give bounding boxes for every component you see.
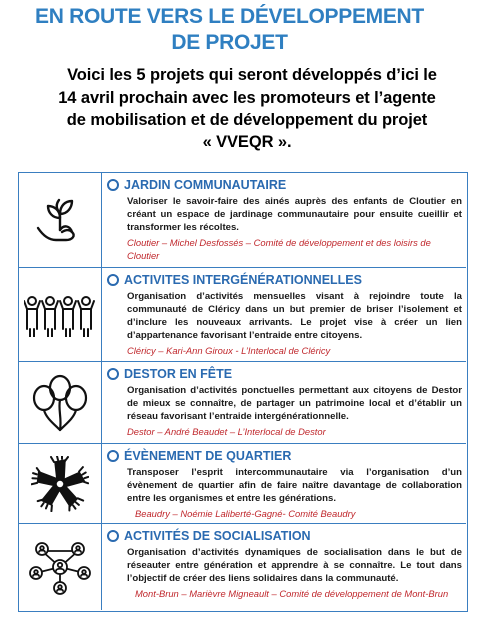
page-title-line-2: DE PROJET (171, 31, 288, 54)
project-credit: Cléricy – Kari-Ann Giroux - L’Interlocal de Cléricy (127, 345, 331, 356)
page-title-line-1: EN ROUTE VERS LE DÉVELOPPEMENT (35, 5, 424, 28)
intro-line-1: Voici les 5 projets qui seront développés d’ici le (67, 66, 437, 84)
bullet-circle-icon (107, 274, 119, 286)
project-row (19, 268, 466, 362)
project-row (19, 444, 466, 524)
project-credit: Mont-Brun – Marièvre Migneault – Comité de développement de Mont-Brun (135, 588, 449, 599)
plant-hand-icon (32, 194, 88, 246)
intro-line-2: 14 avril prochain avec les promoteurs et l’agente (58, 89, 436, 107)
project-credit: Beaudry – Noémie Laliberté-Gagné- Comité Beaudry (135, 508, 356, 519)
project-credit: Destor – André Beaudet – L’Interlocal de Destor (127, 426, 326, 437)
joined-hands-icon (31, 456, 89, 512)
project-row (19, 173, 466, 268)
project-title: JARDIN COMMUNAUTAIRE (124, 178, 287, 192)
project-title: ÉVÈNEMENT DE QUARTIER (124, 449, 292, 463)
project-description: Transposer l’esprit intercommunautaire via l’organisation d’un évènement de quartier afin de faire naître davantage de collaboration entre les organismes et entre les générations. (127, 467, 462, 504)
intro-line-3: de mobilisation et de développement du projet (66, 111, 428, 129)
people-group-icon (24, 293, 96, 337)
project-title: ACTIVITÉS DE SOCIALISATION (124, 529, 311, 543)
bullet-circle-icon (107, 179, 119, 191)
project-description: Organisation d’activités dynamiques de socialisation dans le but de réseauter entre génération et apprendre à se connaître. Le tout dans l’objectif de créer des liens solidaires dans la communauté. (127, 547, 462, 584)
project-title: ACTIVITES INTERGÉNÉRATIONNELLES (124, 273, 362, 287)
project-description: Organisation d’activités ponctuelles permettant aux citoyens de Destor de mieux se connaître, de partager un patrimoine local et d’établir un réseau favorisant l’entraide intergénérationnelle. (127, 385, 462, 422)
bullet-circle-icon (107, 368, 119, 380)
bullet-circle-icon (107, 450, 119, 462)
project-title: DESTOR EN FÊTE (124, 367, 233, 381)
network-icon (28, 539, 92, 595)
project-row (19, 524, 466, 610)
project-description: Organisation d’activités mensuelles visant à rejoindre toute la communauté de Cléricy dans un but premier de briser l’isolement et d’inclure les nouveaux arrivants. Le projet vise à créer un lien d’appartenance favorisant l’entraide entre citoyens. (127, 291, 462, 341)
intro-line-4: « VVEQR ». (202, 133, 292, 151)
projects-table (18, 172, 468, 612)
project-row (19, 362, 466, 444)
project-credit: Cloutier – Michel Desfossés – Comité de développement et des loisirs de Cloutier (127, 237, 431, 261)
balloons-icon (32, 374, 88, 432)
bullet-circle-icon (107, 530, 119, 542)
project-description: Valoriser le savoir-faire des ainés auprès des enfants de Cloutier en créant un espace de jardinage communautaire pour ensuite cueillir et transformer les récoltes. (127, 196, 462, 233)
